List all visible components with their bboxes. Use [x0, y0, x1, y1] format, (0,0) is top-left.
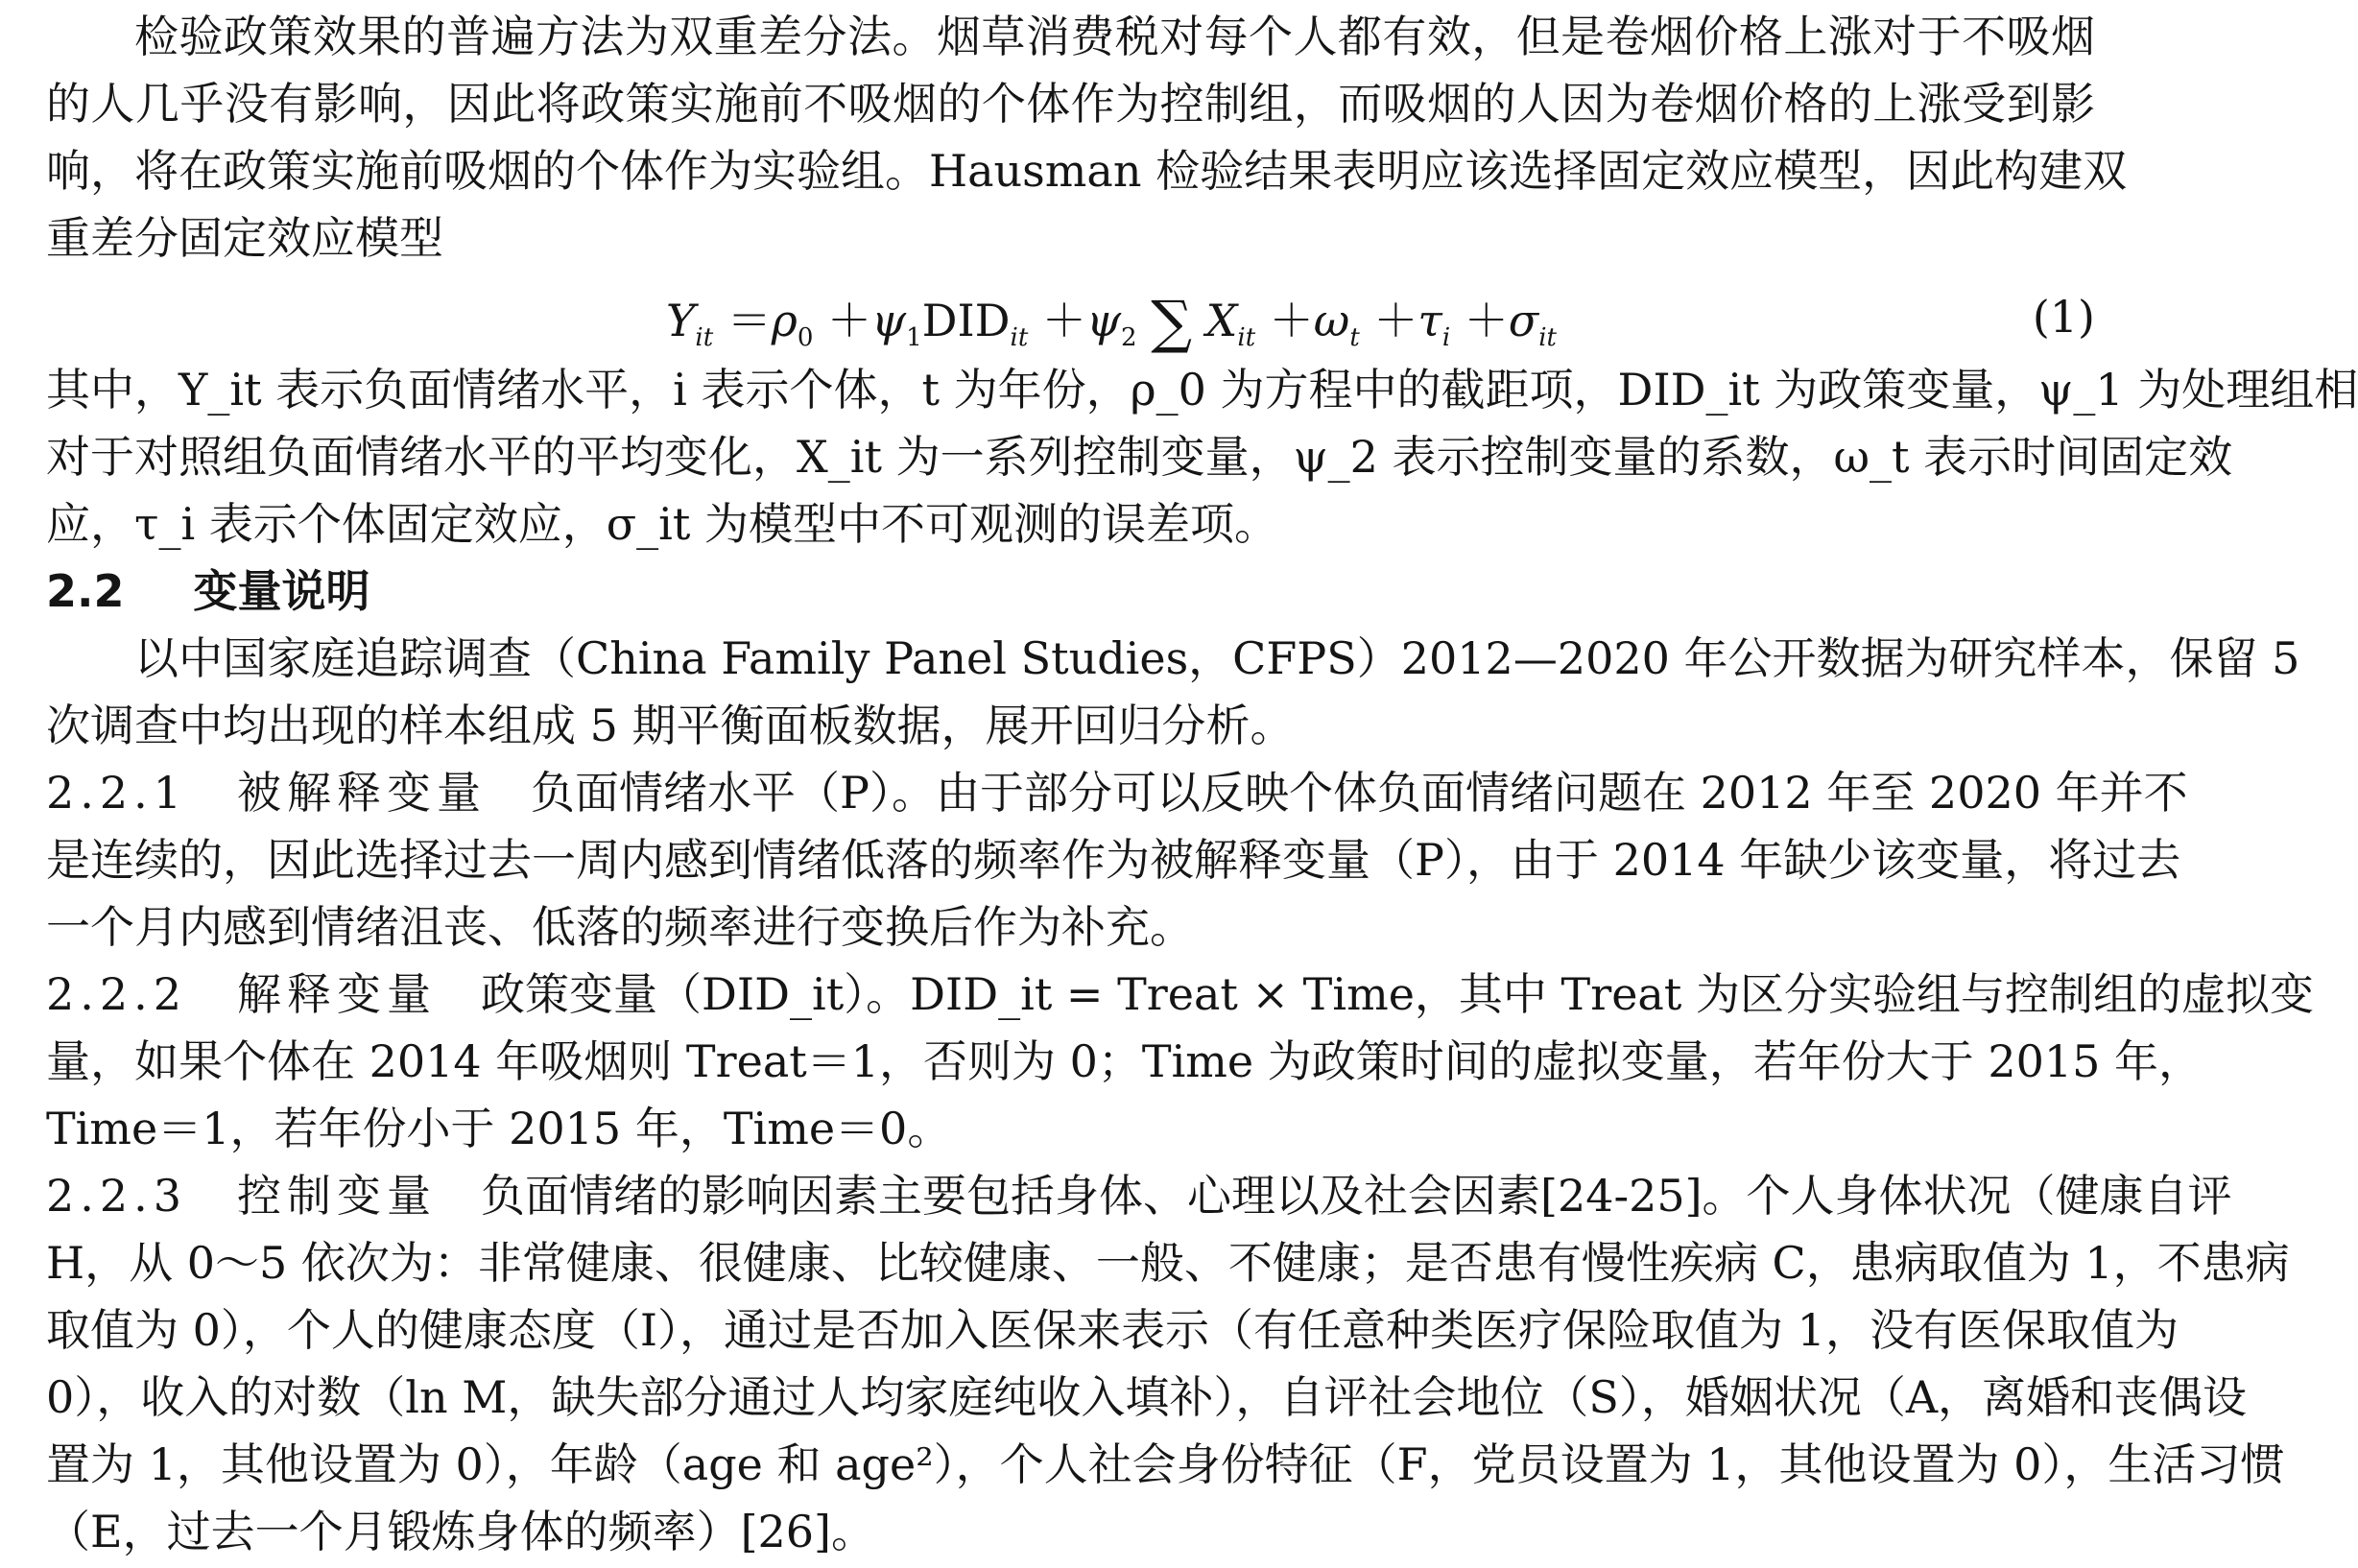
equation-number: (1) [2032, 291, 2095, 343]
subsection-2-2-3-line-5: 置为 1，其他设置为 0），年龄（age 和 age²），个人社会身份特征（F，党员设置为 1，其他设置为 0），生活习惯 [46, 1438, 2285, 1490]
subsection-2-2-2-line-3: Time＝1，若年份小于 2015 年，Time＝0。 [46, 1103, 952, 1154]
equation-formula: $Y_{it} =\rho_0 +\psi_1DID_{it} +\psi_2$ ∑ $X_{it} +\omega_t +\tau_i +\sigma_{it}$ [666, 289, 1557, 356]
subsection-2-2-1-line-3: 一个月内感到情绪沮丧、低落的频率进行变换后作为补充。 [46, 901, 1194, 953]
section-title: 变量说明 [193, 565, 370, 617]
subsection-2-2-3-text: 负面情绪的影响因素主要包括身体、心理以及社会因素[24-25]。个人身体状况（健康自评 [481, 1170, 2232, 1222]
paragraph-1-line-2: 的人几乎没有影响，因此将政策实施前不吸烟的个体作为控制组，而吸烟的人因为卷烟价格的上涨受到影 [46, 78, 2095, 130]
subsection-2-2-3-line-2: H，从 0～5 依次为：非常健康、很健康、比较健康、一般、不健康；是否患有慢性疾病 C，患病取值为 1，不患病 [46, 1237, 2290, 1289]
equation-1 [0, 278, 2141, 355]
paragraph-2-line-3: 应，τ_i 表示个体固定效应，σ_it 为模型中不可观测的误差项。 [46, 498, 1279, 550]
subsection-2-2-3-line-4: 0），收入的对数（ln M，缺失部分通过人均家庭纯收入填补），自评社会地位（S），婚姻状况（A，离婚和丧偶设 [46, 1371, 2248, 1423]
subsection-2-2-3-first-line [46, 1161, 2232, 1230]
section-heading [46, 557, 2095, 626]
paragraph-2-line-1: 其中，Y_it 表示负面情绪水平，i 表示个体，t 为年份，ρ_0 为方程中的截距项，DID_it 为政策变量，ψ_1 为处理组相 [46, 364, 2358, 416]
subsection-2-2-3-line-3: 取值为 0），个人的健康态度（I），通过是否加入医保来表示（有任意种类医疗保险取值为 1，没有医保取值为 [46, 1304, 2179, 1356]
subsection-2-2-2-first-line [46, 960, 2314, 1029]
paragraph-2-line-2: 对于对照组负面情绪水平的平均变化，X_it 为一系列控制变量，ψ_2 表示控制变量的系数，ω_t 表示时间固定效 [46, 431, 2233, 483]
paragraph-1-line-3: 响，将在政策实施前吸烟的个体作为实验组。Hausman 检验结果表明应该选择固定效应模型，因此构建双 [46, 145, 2128, 197]
paragraph-3-line-2: 次调查中均出现的样本组成 5 期平衡面板数据，展开回归分析。 [46, 700, 1295, 751]
subsection-2-2-2-label: 2.2.2 解释变量 [46, 968, 438, 1020]
subsection-2-2-2-text: 政策变量（DID_it）。DID_it = Treat × Time，其中 Treat 为区分实验组与控制组的虚拟变 [481, 968, 2314, 1020]
subsection-2-2-1-first-line [46, 758, 2188, 827]
subsection-2-2-1-line-2: 是连续的，因此选择过去一周内感到情绪低落的频率作为被解释变量（P），由于 2014 年缺少该变量，将过去 [46, 834, 2181, 886]
subsection-2-2-2-line-2: 量，如果个体在 2014 年吸烟则 Treat＝1，否则为 0；Time 为政策时间的虚拟变量，若年份大于 2015 年， [46, 1035, 2203, 1087]
subsection-2-2-1-text: 负面情绪水平（P）。由于部分可以反映个体负面情绪问题在 2012 年至 2020 年并不 [531, 767, 2188, 819]
paragraph-3-line-1: 以中国家庭追踪调查（China Family Panel Studies，CFPS）2012—2020 年公开数据为研究样本，保留 5 [134, 632, 2300, 684]
paragraph-1-line-1: 检验政策效果的普遍方法为双重差分法。烟草消费税对每个人都有效，但是卷烟价格上涨对于不吸烟 [134, 11, 2095, 62]
subsection-2-2-1-label: 2.2.1 被解释变量 [46, 767, 488, 819]
subsection-2-2-3-line-6: （E，过去一个月锻炼身体的频率）[26]。 [46, 1506, 876, 1557]
paragraph-1-line-4: 重差分固定效应模型 [46, 212, 443, 264]
subsection-2-2-3-label: 2.2.3 控制变量 [46, 1170, 438, 1222]
section-number: 2.2 [46, 565, 125, 617]
